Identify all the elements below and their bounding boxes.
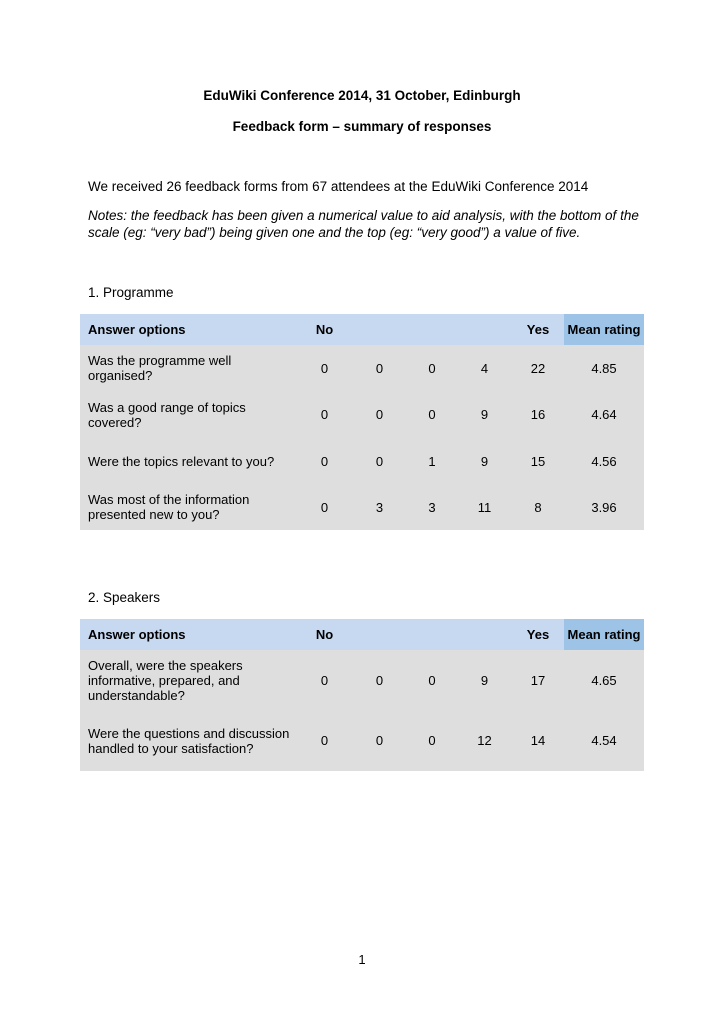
value-cell: 22 [512, 345, 564, 391]
value-cell: 0 [407, 345, 457, 391]
page-number: 1 [358, 952, 366, 967]
document-title: EduWiki Conference 2014, 31 October, Edinburgh [203, 88, 521, 103]
value-cell: 17 [512, 650, 564, 710]
document-subtitle: Feedback form – summary of responses [232, 119, 492, 134]
value-cell: 0 [407, 391, 457, 438]
header-yes: Yes [512, 619, 564, 650]
header-no: No [297, 619, 352, 650]
question-cell: Overall, were the speakers informative, prepared, and understandable? [80, 650, 297, 710]
mean-cell: 4.85 [564, 345, 644, 391]
value-cell: 0 [297, 650, 352, 710]
header-no: No [297, 314, 352, 345]
table-row [80, 391, 644, 438]
value-cell: 0 [297, 710, 352, 771]
value-cell: 4 [457, 345, 512, 391]
value-cell: 14 [512, 710, 564, 771]
header-mean-rating: Mean rating [564, 314, 644, 345]
value-cell: 0 [352, 650, 407, 710]
mean-cell: 4.64 [564, 391, 644, 438]
notes-paragraph: Notes: the feedback has been given a numerical value to aid analysis, with the bottom of the scale (eg: “very bad”) being given one and the top (eg: “very good”) a value of five. [88, 208, 639, 240]
value-cell: 12 [457, 710, 512, 771]
header-mean-rating: Mean rating [564, 619, 644, 650]
table-row [80, 650, 644, 710]
mean-cell: 3.96 [564, 484, 644, 530]
speakers-table [80, 619, 644, 771]
value-cell: 9 [457, 438, 512, 484]
value-cell: 15 [512, 438, 564, 484]
mean-cell: 4.54 [564, 710, 644, 771]
value-cell: 0 [352, 391, 407, 438]
question-cell: Were the topics relevant to you? [80, 438, 297, 484]
question-cell: Was a good range of topics covered? [80, 391, 297, 438]
value-cell: 0 [297, 484, 352, 530]
table-header-row [80, 314, 644, 345]
table-row [80, 438, 644, 484]
value-cell: 0 [352, 438, 407, 484]
value-cell: 3 [407, 484, 457, 530]
value-cell: 0 [297, 438, 352, 484]
value-cell: 0 [352, 345, 407, 391]
value-cell: 3 [352, 484, 407, 530]
mean-cell: 4.65 [564, 650, 644, 710]
table-row [80, 345, 644, 391]
value-cell: 16 [512, 391, 564, 438]
value-cell: 0 [297, 391, 352, 438]
question-cell: Was most of the information presented new to you? [80, 484, 297, 530]
programme-table [80, 314, 644, 530]
value-cell: 11 [457, 484, 512, 530]
value-cell: 0 [352, 710, 407, 771]
value-cell: 9 [457, 391, 512, 438]
section-label-programme: 1. Programme [88, 285, 174, 300]
mean-cell: 4.56 [564, 438, 644, 484]
value-cell: 0 [297, 345, 352, 391]
intro-paragraph: We received 26 feedback forms from 67 attendees at the EduWiki Conference 2014 [88, 179, 589, 194]
header-answer-options: Answer options [80, 314, 297, 345]
value-cell: 1 [407, 438, 457, 484]
table-header-row [80, 619, 644, 650]
table-row [80, 484, 644, 530]
header-yes: Yes [512, 314, 564, 345]
value-cell: 0 [407, 650, 457, 710]
question-cell: Was the programme well organised? [80, 345, 297, 391]
value-cell: 9 [457, 650, 512, 710]
value-cell: 0 [407, 710, 457, 771]
table-row [80, 710, 644, 771]
section-label-speakers: 2. Speakers [88, 590, 161, 605]
question-cell: Were the questions and discussion handled to your satisfaction? [80, 710, 297, 771]
header-answer-options: Answer options [80, 619, 297, 650]
value-cell: 8 [512, 484, 564, 530]
